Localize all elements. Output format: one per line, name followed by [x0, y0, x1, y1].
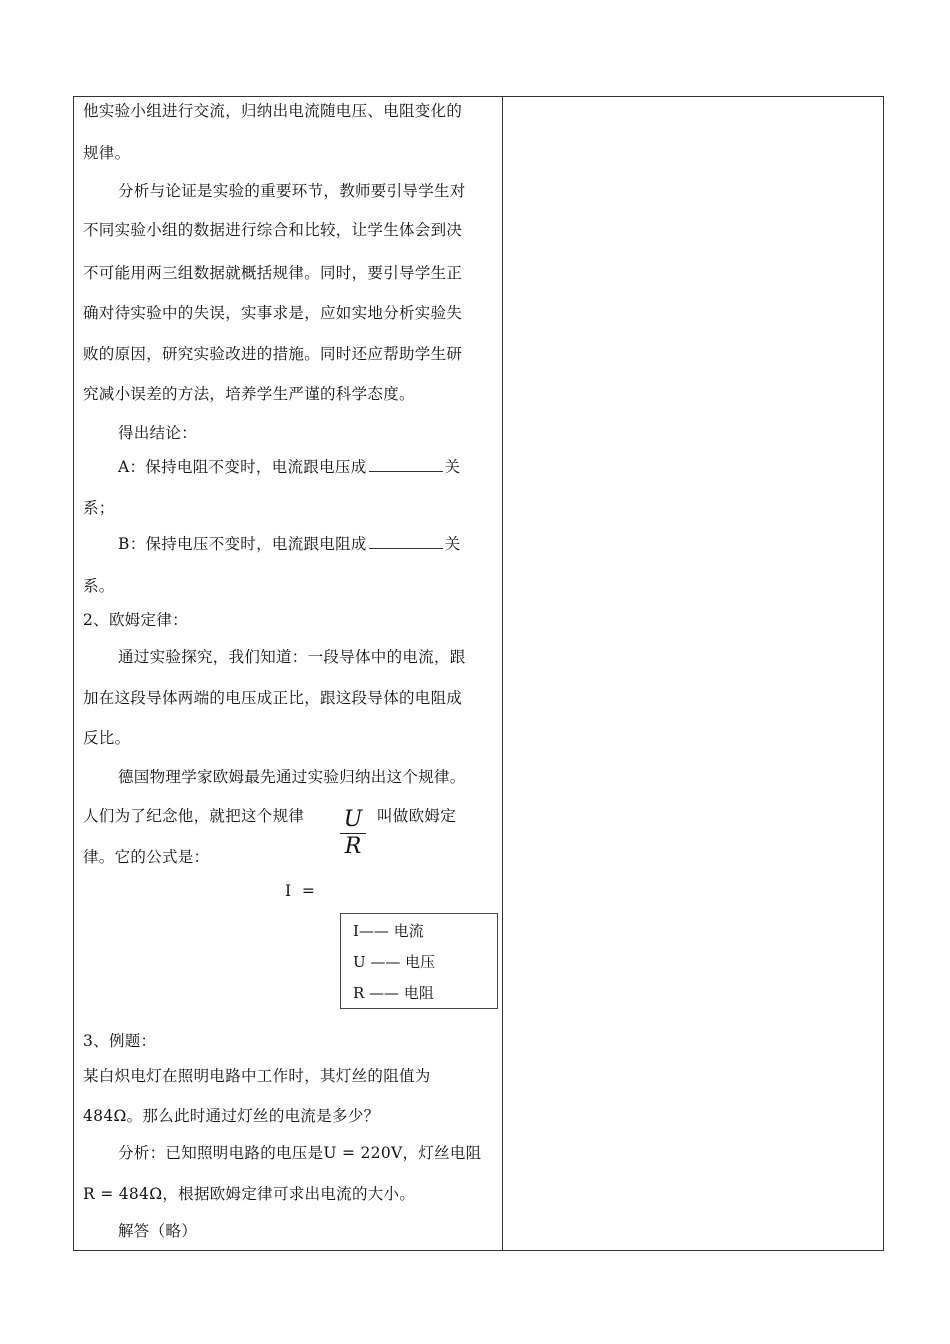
- paragraph-line: 究减小误差的方法，培养学生严谨的科学态度。: [83, 385, 415, 403]
- legend-voltage: U —— 电压: [353, 953, 436, 971]
- conclusion-a: [118, 455, 460, 477]
- paragraph-line: 败的原因，研究实验改进的措施。同时还应帮助学生研: [83, 345, 463, 363]
- paragraph-line: 不同实验小组的数据进行综合和比较，让学生体会到决: [83, 221, 463, 239]
- paragraph-line: 律。它的公式是：: [83, 848, 210, 866]
- paragraph-line: 某白炽电灯在照明电路中工作时，其灯丝的阻值为: [83, 1067, 431, 1085]
- paragraph-line: 系。: [83, 577, 115, 595]
- paragraph-line: 不可能用两三组数据就概括规律。同时，要引导学生正: [83, 264, 463, 282]
- legend-resistance: R —— 电阻: [353, 984, 434, 1002]
- paragraph-line: 反比。: [83, 729, 131, 747]
- column-divider: [502, 96, 503, 1251]
- paragraph-line: 人们为了纪念他，就把这个规律: [83, 807, 305, 825]
- paragraph-line: 分析：已知照明电路的电压是U = 220V，灯丝电阻: [118, 1144, 482, 1162]
- paragraph-line: 他实验小组进行交流，归纳出电流随电压、电阻变化的: [83, 102, 463, 120]
- legend-current: I—— 电流: [353, 922, 424, 940]
- section-heading: 3、例题：: [83, 1032, 157, 1050]
- paragraph-line: 德国物理学家欧姆最先通过实验归纳出这个规律。: [118, 768, 466, 786]
- fill-in-blank[interactable]: [369, 534, 443, 549]
- paragraph-line: 加在这段导体两端的电压成正比，跟这段导体的电阻成: [83, 689, 463, 707]
- conclusion-b-tail: 关: [444, 535, 461, 553]
- paragraph-line: 解答（略）: [118, 1222, 198, 1240]
- conclusion-heading: 得出结论：: [118, 424, 198, 442]
- formula-numerator: U: [343, 807, 363, 832]
- paragraph-line: 确对待实验中的失误，实事求是，应如实地分析实验失: [83, 304, 463, 322]
- section-heading: 2、欧姆定律：: [83, 611, 188, 629]
- formula-legend-box: [340, 913, 498, 1009]
- paragraph-line: 484Ω。那么此时通过灯丝的电流是多少？: [83, 1107, 380, 1125]
- conclusion-a-text: A：保持电阻不变时，电流跟电压成: [118, 458, 367, 476]
- paragraph-line: 分析与论证是实验的重要环节，教师要引导学生对: [118, 182, 466, 200]
- paragraph-line: R = 484Ω，根据欧姆定律可求出电流的大小。: [83, 1185, 416, 1203]
- paragraph-line: 系；: [83, 499, 115, 517]
- fill-in-blank[interactable]: [369, 457, 443, 472]
- formula-lhs: I =: [285, 882, 316, 900]
- conclusion-a-tail: 关: [444, 458, 461, 476]
- paragraph-line: 通过实验探究，我们知道：一段导体中的电流，跟: [118, 648, 466, 666]
- conclusion-b: [118, 532, 461, 554]
- ohm-formula-fraction: [340, 808, 366, 859]
- conclusion-b-text: B：保持电压不变时，电流跟电阻成: [118, 535, 367, 553]
- paragraph-line: 规律。: [83, 144, 131, 162]
- paragraph-line: 叫做欧姆定: [377, 807, 457, 825]
- formula-denominator: R: [344, 834, 362, 859]
